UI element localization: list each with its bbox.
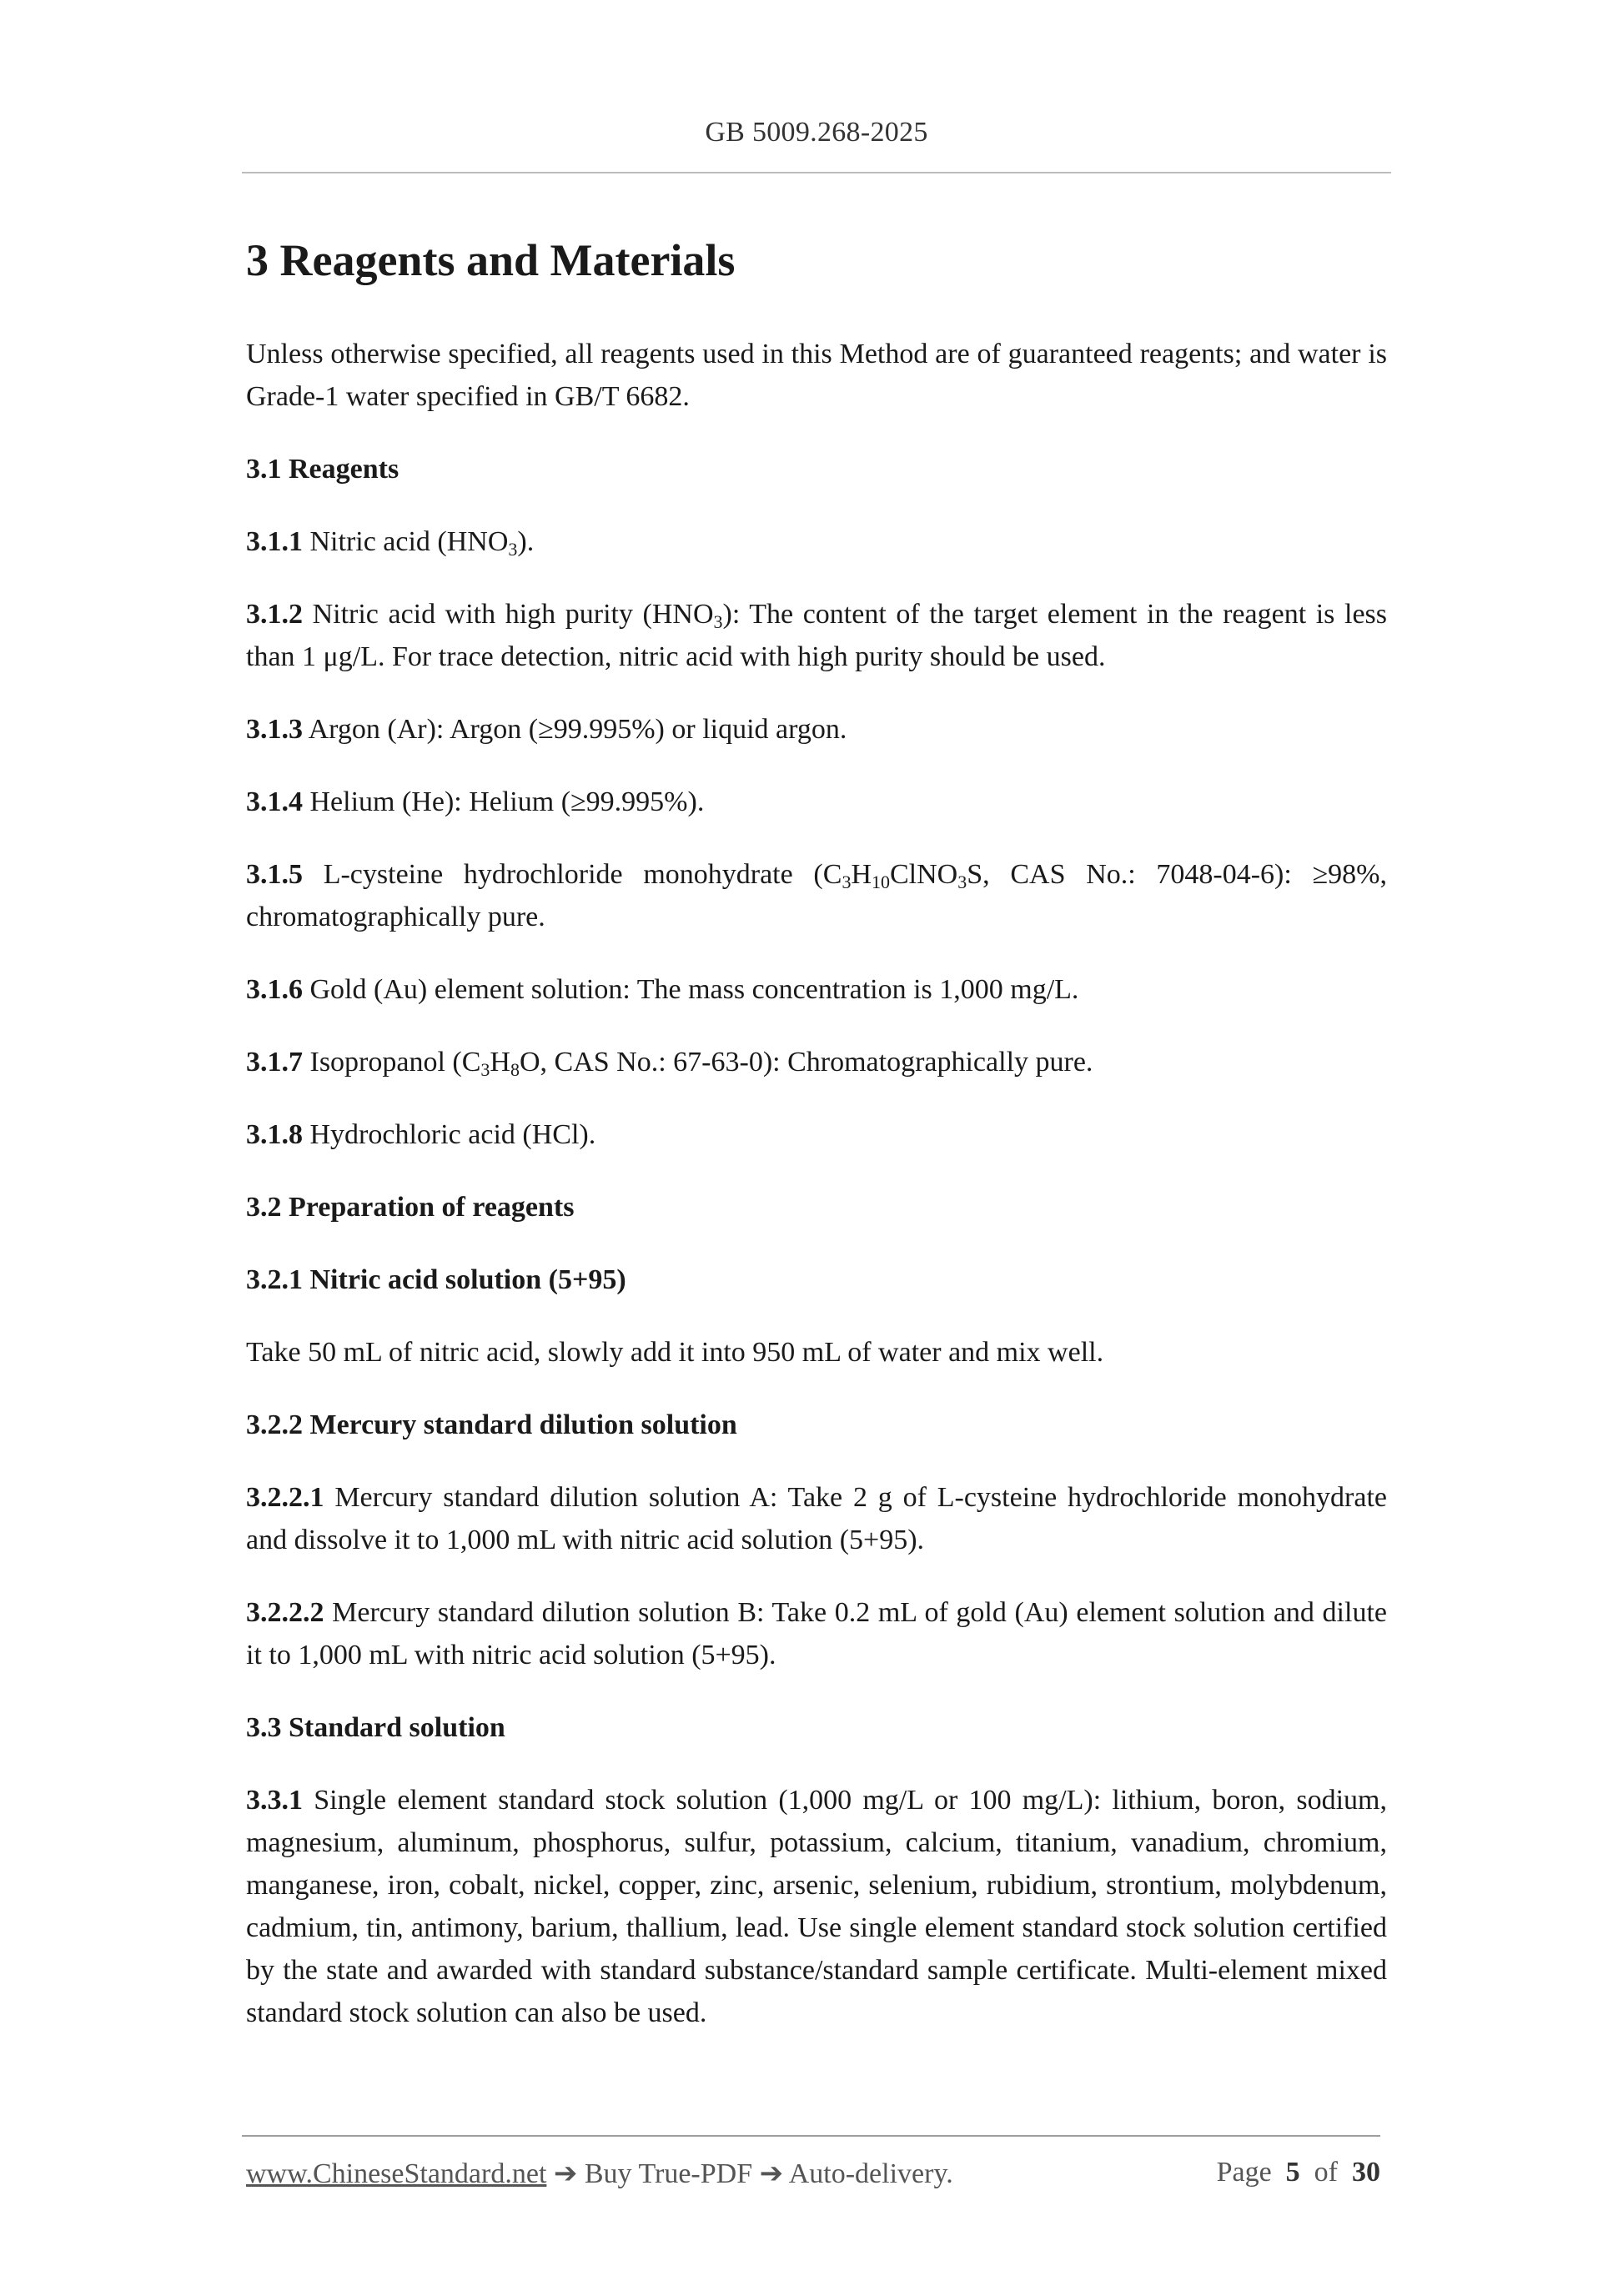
heading-3-2-2: 3.2.2 Mercury standard dilution solution [246,1409,737,1440]
page-footer [246,2157,1380,2190]
heading-3-3: 3.3 Standard solution [246,1711,505,1743]
item-number: 3.1.8 [246,1118,303,1150]
heading-3-1: 3.1 Reagents [246,453,399,485]
item-3-2-2-2: 3.2.2.2 Mercury standard dilution solution B: Take 0.2 mL of gold (Au) element solution and dilute it to 1,000 mL with nitric acid solution (5+95). [246,1596,1387,1671]
footer-promo [246,2157,953,2190]
item-number: 3.1.6 [246,973,303,1005]
item-number: 3.1.4 [246,786,303,817]
item-number: 3.1.5 [246,858,303,890]
heading-3-2-1: 3.2.1 Nitric acid solution (5+95) [246,1264,626,1295]
page-content [246,234,1387,2064]
intro-paragraph: Unless otherwise specified, all reagents used in this Method are of guaranteed reagents; and water is Grade-1 water specified in GB/T 6682. [246,338,1387,412]
item-number: 3.2.2.2 [246,1596,324,1628]
item-3-1-4: 3.1.4 Helium (He): Helium (≥99.995%). [246,786,705,817]
item-3-1-3: 3.1.3 Argon (Ar): Argon (≥99.995%) or liquid argon. [246,713,847,745]
item-3-2-2-1: 3.2.2.1 Mercury standard dilution solution A: Take 2 g of L-cysteine hydrochloride monohydrate and dissolve it to 1,000 mL with nitric acid solution (5+95). [246,1481,1387,1555]
current-page: 5 [1285,2157,1300,2188]
item-3-1-8: 3.1.8 Hydrochloric acid (HCl). [246,1118,596,1150]
item-3-1-5: 3.1.5 L-cysteine hydrochloride monohydrate ($C_3H_{10}ClNO_3S$, CAS No.: 7048-04-6): ≥98%, chromatographically pure. [246,858,1387,932]
section-title: 3 Reagents and Materials [246,235,736,285]
item-3-1-1: 3.1.1 Nitric acid $(HNO_3)$. [246,525,535,560]
footer-tagline: ➔ Buy True-PDF ➔ Auto-delivery. [546,2158,953,2189]
item-3-1-6: 3.1.6 Gold (Au) element solution: The mass concentration is 1,000 mg/L. [246,973,1079,1005]
website-link[interactable]: www.ChineseStandard.net [246,2158,547,2189]
footer-divider [242,2135,1380,2137]
item-3-3-1: 3.3.1 Single element standard stock solution (1,000 mg/L or 100 mg/L): lithium, boron, sodium, magnesium, aluminum, phosphorus, sulfur, potassium, calcium, titanium, vanadium, chromium, manganese, iron, cobalt, nickel, copper, zinc, arsenic, selenium, rubidium, strontium, molybdenum, cadmium, tin, antimony, barium, thallium, lead. Use single element standard stock solution certified by the state and awarded with standard substance/standard sample certificate. Multi-element mixed standard stock solution can also be used. [246,1784,1387,2028]
item-number: 3.3.1 [246,1784,303,1816]
total-pages: 30 [1352,2157,1380,2188]
item-number: 3.1.3 [246,713,303,745]
item-number: 3.1.2 [246,598,303,630]
paragraph-3-2-1: Take 50 mL of nitric acid, slowly add it into 950 mL of water and mix well. [246,1336,1104,1368]
item-3-1-2: 3.1.2 Nitric acid with high purity $(HNO_3)$: The content of the target element in the reagent is less than 1 μg/L. For trace detection, nitric acid with high purity should be used. [246,598,1387,672]
heading-3-2: 3.2 Preparation of reagents [246,1191,575,1223]
item-number: 3.1.7 [246,1046,303,1078]
page-number: Page 5 of 30 [1216,2157,1380,2188]
item-number: 3.2.2.1 [246,1481,324,1513]
page-header: GB 5009.268-2025 [705,117,928,148]
item-3-1-7: 3.1.7 Isopropanol ($C_3H_8O$, CAS No.: 67-63-0): Chromatographically pure. [246,1046,1093,1080]
header-divider [242,172,1391,173]
item-number: 3.1.1 [246,525,303,557]
